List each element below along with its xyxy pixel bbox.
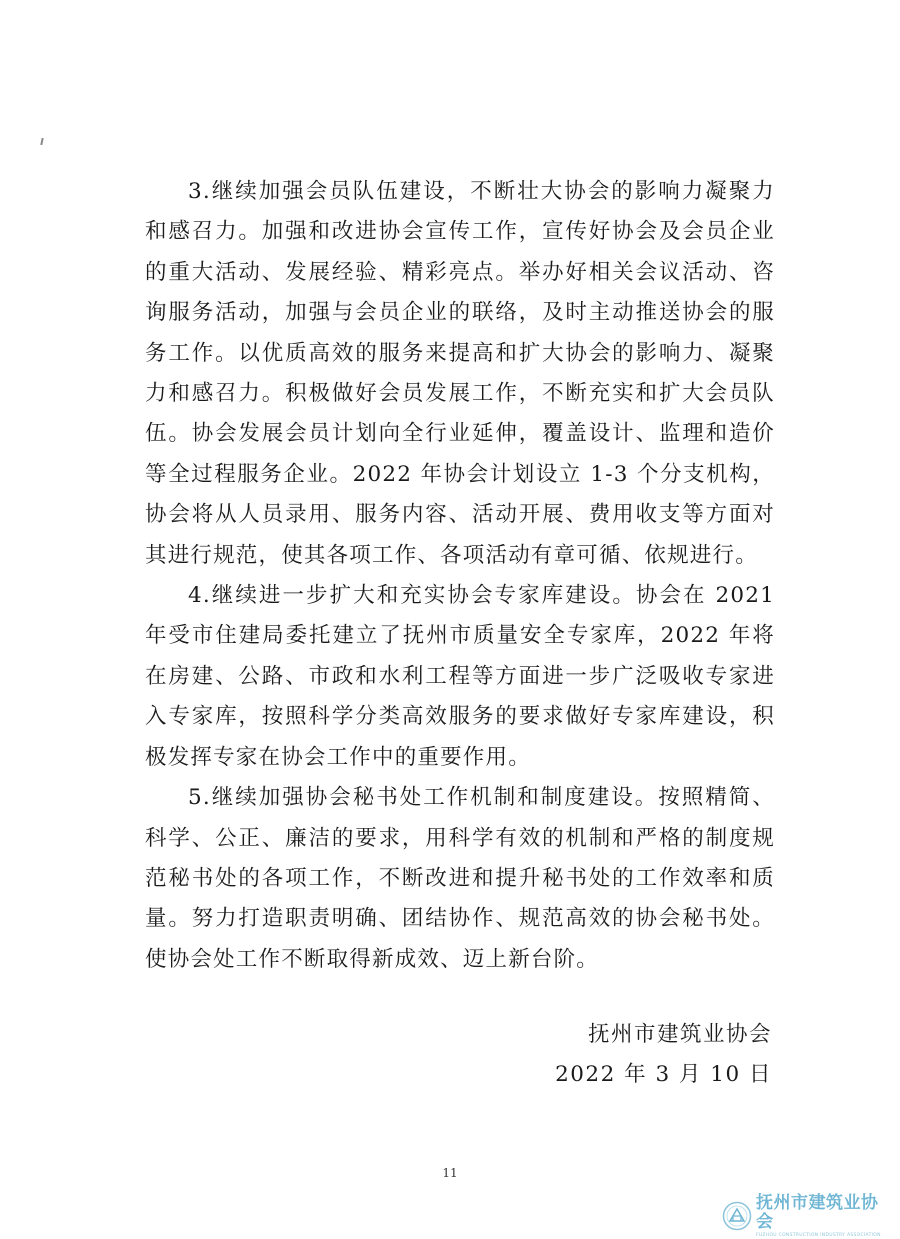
document-body	[145, 172, 775, 980]
signature-organization: 抚州市建筑业协会	[587, 1022, 772, 1047]
page-number: 11	[442, 1166, 458, 1180]
signature-block	[555, 1015, 772, 1096]
scan-speck	[40, 138, 43, 145]
watermark-name-en: FUZHOU CONSTRUCTION INDUSTRY ASSOCIATION	[756, 1232, 881, 1238]
signature-date: 2022 年 3 月 10 日	[555, 1062, 772, 1088]
paragraph-5: 5.继续加强协会秘书处工作机制和制度建设。按照精简、科学、公正、廉洁的要求，用科学有效的机制和严格的制度规范秘书处的各项工作，不断改进和提升秘书处的工作效率和质量。努力打造职责明确、团结协作、规范高效的协会秘书处。使协会处工作不断取得新成效、迈上新台阶。	[145, 785, 775, 972]
association-logo-icon	[722, 1201, 752, 1231]
paragraph-3: 3.继续加强会员队伍建设，不断壮大协会的影响力凝聚力和感召力。加强和改进协会宣传工作，宣传好协会及会员企业的重大活动、发展经验、精彩亮点。举办好相关会议活动、咨询服务活动，加强与会员企业的联络，及时主动推送协会的服务工作。以优质高效的服务来提高和扩大协会的影响力、凝聚力和感召力。积极做好会员发展工作，不断充实和扩大会员队伍。协会发展会员计划向全行业延伸，覆盖设计、监理和造价等全过程服务企业。2022 年协会计划设立 1-3 个分支机构，协会将从人员录用、服务内容、活动开展、费用收支等方面对其进行规范，使其各项工作、各项活动有章可循、依规进行。	[145, 179, 775, 568]
paragraph-4: 4.继续进一步扩大和充实协会专家库建设。协会在 2021 年受市住建局委托建立了抚州市质量安全专家库，2022 年将在房建、公路、市政和水利工程等方面进一步广泛吸收专家进入专家库，按照科学分类高效服务的要求做好专家库建设，积极发挥专家在协会工作中的重要作用。	[145, 583, 775, 770]
watermark	[722, 1192, 894, 1238]
watermark-name-cn: 抚州市建筑业协会	[756, 1192, 879, 1232]
